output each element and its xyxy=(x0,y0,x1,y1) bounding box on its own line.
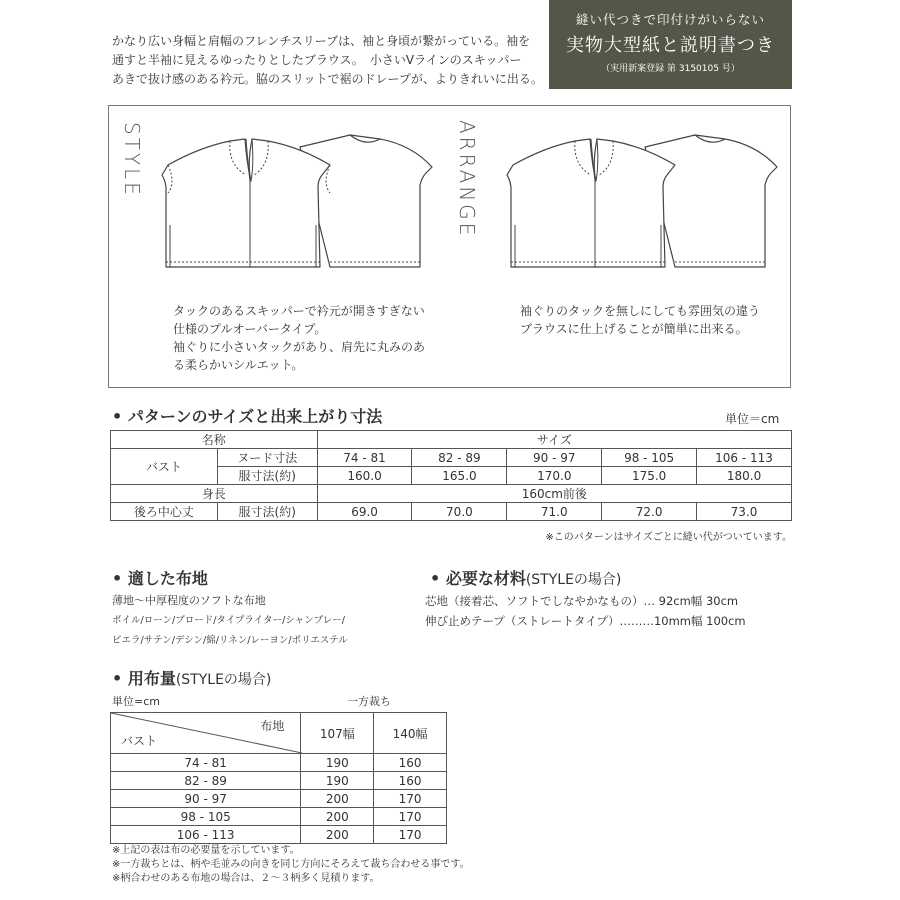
bullet-icon: • xyxy=(112,569,123,588)
table-cell: 98 - 105 xyxy=(602,449,697,467)
table-row xyxy=(111,790,447,808)
yardage-unit: 単位=cm xyxy=(112,695,160,708)
table-cell: サイズ xyxy=(317,431,791,449)
table-row xyxy=(111,772,447,790)
style-description xyxy=(173,302,425,374)
yardage-section-paren: (STYLEの場合) xyxy=(175,672,272,688)
arrange-label: ARRANGE xyxy=(455,120,479,239)
fabric-line: ビエラ/サテン/デシン/綿/リネン/レーヨン/ポリエステル xyxy=(112,635,348,646)
fabric-line: ボイル/ローン/ブロード/タイプライター/シャンブレー/ xyxy=(112,615,345,626)
yardage-note: ※上記の表は布の必要量を示しています。 xyxy=(112,845,300,856)
materials-list xyxy=(425,591,746,631)
materials-section-heading xyxy=(430,566,621,589)
yardage-note: ※柄合わせのある布地の場合は、２～３柄多く見積ります。 xyxy=(112,873,380,884)
table-cell: 98 - 105 xyxy=(111,808,301,826)
table-cell: 160.0 xyxy=(317,467,412,485)
yardage-notes xyxy=(112,844,470,886)
arrange-desc-line: ブラウスに仕上げることが簡単に出来る。 xyxy=(520,322,748,336)
table-cell: 160 xyxy=(374,772,447,790)
fabric-line: 薄地～中厚程度のソフトな布地 xyxy=(112,594,266,607)
arrange-garment-illustration xyxy=(495,125,795,275)
size-unit: 単位＝cm xyxy=(725,412,780,426)
table-cell: 69.0 xyxy=(317,503,412,521)
yardage-section-title: 用布量 xyxy=(127,669,176,688)
table-cell: 106 - 113 xyxy=(697,449,792,467)
size-section-title: パターンのサイズと出来上がり寸法 xyxy=(127,407,383,426)
table-cell: 170 xyxy=(374,808,447,826)
material-line: 伸び止めテープ（ストレートタイプ）………10mm幅 100cm xyxy=(425,614,746,628)
table-cell: 170 xyxy=(374,790,447,808)
style-garment-illustration xyxy=(150,125,450,275)
table-row xyxy=(111,503,792,521)
yardage-note: ※一方裁ちとは、柄や毛並みの向きを同じ方向にそろえて裁ち合わせる事です。 xyxy=(112,859,470,870)
table-row xyxy=(111,713,447,754)
table-cell: 82 - 89 xyxy=(412,449,507,467)
style-desc-line: る柔らかいシルエット。 xyxy=(173,358,304,372)
badge-line2: 実物大型紙と説明書つき xyxy=(566,35,775,56)
table-cell: 73.0 xyxy=(697,503,792,521)
table-cell: 190 xyxy=(301,772,374,790)
table-cell: 身長 xyxy=(111,485,318,503)
table-cell: 72.0 xyxy=(602,503,697,521)
table-cell: 165.0 xyxy=(412,467,507,485)
materials-section-paren: (STYLEの場合) xyxy=(525,572,622,588)
one-way-cut-label: 一方裁ち xyxy=(347,695,391,708)
table-cell: 200 xyxy=(301,808,374,826)
intro-line: 通すと半袖に見えるゆったりとしたブラウス。 小さいVラインのスキッパー xyxy=(112,53,522,67)
intro-line: かなり広い身幅と肩幅のフレンチスリーブは、袖と身頃が繋がっている。袖を xyxy=(112,34,531,48)
bullet-icon: • xyxy=(112,669,123,688)
pattern-badge xyxy=(549,0,792,89)
table-row xyxy=(111,431,792,449)
style-label: STYLE xyxy=(120,122,144,198)
table-cell: 170 xyxy=(374,826,447,844)
table-cell: 200 xyxy=(301,790,374,808)
arrange-desc-line: 袖ぐりのタックを無しにしても雰囲気の違う xyxy=(520,304,761,318)
intro-text xyxy=(112,32,552,89)
fabric-section-title: 適した布地 xyxy=(127,569,208,588)
table-row xyxy=(111,754,447,772)
table-cell: 後ろ中心丈 xyxy=(111,503,218,521)
yardage-section-heading xyxy=(112,666,271,689)
table-row xyxy=(111,808,447,826)
table-row xyxy=(111,485,792,503)
table-cell: 74 - 81 xyxy=(317,449,412,467)
style-desc-line: 仕様のプルオーバータイプ。 xyxy=(173,322,327,336)
style-desc-line: 袖ぐりに小さいタックがあり、肩先に丸みのあ xyxy=(173,340,426,354)
table-cell: 74 - 81 xyxy=(111,754,301,772)
material-line: 芯地（接着芯、ソフトでしなやかなもの）… 92cm幅 30cm xyxy=(425,594,739,608)
table-cell: 190 xyxy=(301,754,374,772)
table-cell: 175.0 xyxy=(602,467,697,485)
table-cell: 170.0 xyxy=(507,467,602,485)
corner-cell xyxy=(111,713,301,754)
table-cell: 160cm前後 xyxy=(317,485,791,503)
size-section-heading xyxy=(112,404,382,427)
table-cell: 160 xyxy=(374,754,447,772)
badge-line1: 縫い代つきで印付けがいらない xyxy=(575,12,765,27)
table-cell: 服寸法(約) xyxy=(217,503,317,521)
badge-line3: （実用新案登録 第 3150105 号） xyxy=(601,64,740,74)
table-header: 107幅 xyxy=(301,713,374,754)
style-desc-line: タックのあるスキッパーで衿元が開きすぎない xyxy=(173,304,425,318)
corner-bottom-label: バスト xyxy=(121,734,158,748)
table-cell: バスト xyxy=(111,449,218,485)
table-cell: 106 - 113 xyxy=(111,826,301,844)
size-note: ※このパターンはサイズごとに縫い代がついています。 xyxy=(545,532,792,543)
table-cell: 70.0 xyxy=(412,503,507,521)
yardage-table xyxy=(110,712,447,844)
bullet-icon: • xyxy=(112,407,123,426)
size-table xyxy=(110,430,792,521)
fabric-list xyxy=(112,591,348,651)
table-cell: 82 - 89 xyxy=(111,772,301,790)
table-cell: 名称 xyxy=(111,431,318,449)
bullet-icon: • xyxy=(430,569,441,588)
table-row xyxy=(111,449,792,467)
materials-section-title: 必要な材料 xyxy=(445,569,526,588)
intro-line: あきで抜け感のある衿元。脇のスリットで裾のドレープが、よりきれいに出る。 xyxy=(112,72,543,86)
table-cell: 180.0 xyxy=(697,467,792,485)
table-cell: 90 - 97 xyxy=(507,449,602,467)
table-header: 140幅 xyxy=(374,713,447,754)
table-row xyxy=(111,826,447,844)
table-cell: 200 xyxy=(301,826,374,844)
table-cell: 71.0 xyxy=(507,503,602,521)
arrange-description xyxy=(520,302,760,338)
fabric-section-heading xyxy=(112,566,208,589)
table-cell: ヌード寸法 xyxy=(217,449,317,467)
table-cell: 90 - 97 xyxy=(111,790,301,808)
table-cell: 服寸法(約) xyxy=(217,467,317,485)
corner-top-label: 布地 xyxy=(260,719,285,733)
